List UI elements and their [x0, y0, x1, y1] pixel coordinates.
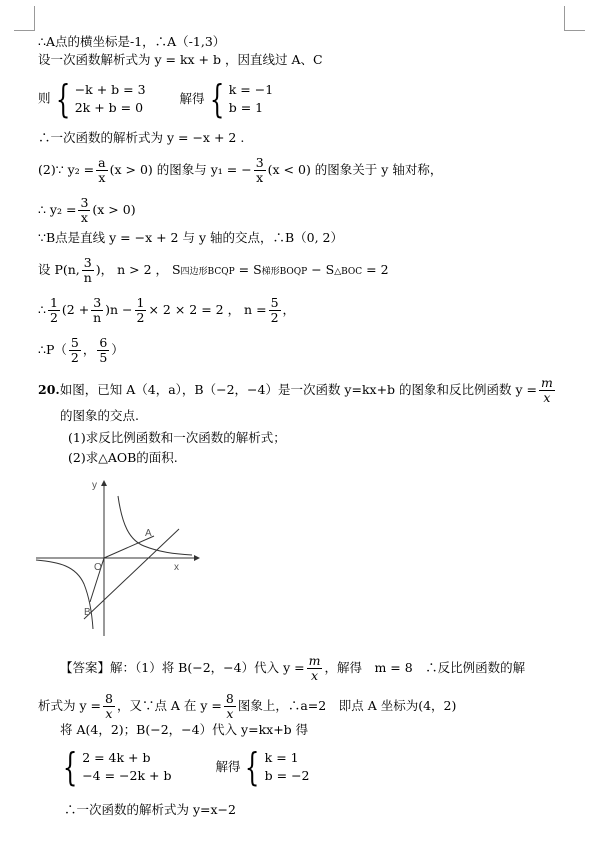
- y-axis-label: y: [92, 480, 97, 491]
- question-2: (2)求△AOB的面积.: [68, 450, 178, 465]
- function-graph: [34, 474, 204, 639]
- problem-20-statement: 20.如图，已知 A（4，a），B（−2，−4）是一次函数 y=kx+b 的图象和反比例函数 y = $\frac{m}{x}$: [38, 375, 553, 405]
- origin-label: O: [94, 562, 102, 573]
- line-b-point: ∵B点是直线 y = −x + 2 与 y 轴的交点，∴B（0, 2）: [38, 230, 344, 245]
- x-axis-arrow: [194, 555, 200, 561]
- problem-20-statement-cont: 的图象的交点.: [60, 408, 139, 423]
- point-b-label: B: [84, 607, 91, 618]
- answer-system: { 2 = 4k + b −4 = −2k + b 解得 { k = 1 b = −2: [62, 745, 310, 789]
- crop-mark-left: [14, 6, 35, 31]
- x-axis-label: x: [174, 562, 179, 573]
- line-system-1: 则 { −k + b = 3 2k + b = 0 解得 { k = −1 b = 1: [38, 77, 274, 121]
- hyperbola-branch-right: [118, 496, 192, 555]
- line-p-result: ∴P（ $\frac{5}{2}$ ， $\frac{6}{5}$ ）: [38, 335, 124, 365]
- line-set-p: 设 P(n, $\frac{3}{n}$ )， n > 2 ， S四边形BCQP = S梯形BOQP − S△BOC = 2: [38, 255, 389, 285]
- line-linear-result: ∴一次函数的解析式为 y = −x + 2 .: [38, 130, 245, 145]
- point-a-label: A: [145, 528, 152, 539]
- question-1: (1)求反比例函数和一次函数的解析式；: [68, 430, 286, 445]
- linear-function-line: [84, 529, 179, 619]
- answer-line-1: 【答案】解：（1）将 B(−2，−4）代入 y = $\frac{m}{x}$ ，解得 m = 8 ∴反比例函数的解: [60, 653, 526, 683]
- crop-mark-right: [564, 6, 585, 31]
- line-y2: ∴ y₂ = $\frac{3}{x}$ (x > 0): [38, 195, 136, 225]
- y-axis-arrow: [101, 480, 107, 486]
- line-set-linear: 设一次函数解析式为 y = kx + b ，因直线过 A、C: [38, 52, 323, 67]
- line-area-equation: ∴ $\frac{1}{2}$ (2 + $\frac{3}{n}$ )n − $\frac{1}{2}$ × 2 × 2 = 2 ， n = $\frac{5}{2}$ ，: [38, 295, 296, 325]
- answer-line-3: 将 A(4，2)；B(−2，−4）代入 y=kx+b 得: [60, 722, 309, 737]
- line-a-abscissa: ∴A点的横坐标是-1，∴A（-1,3）: [38, 34, 226, 49]
- line-symmetry: (2)∵ y₂ = $\frac{a}{x}$ (x > 0) 的图象与 y₁ = − $\frac{3}{x}$ (x < 0) 的图象关于 y 轴对称，: [38, 155, 443, 185]
- answer-line-2: 析式为 y = $\frac{8}{x}$ ，又∵点 A 在 y = $\frac{8}{x}$ 图象上，∴a=2 即点 A 坐标为(4，2): [38, 691, 457, 721]
- answer-line-5: ∴一次函数的解析式为 y=x−2: [64, 802, 236, 817]
